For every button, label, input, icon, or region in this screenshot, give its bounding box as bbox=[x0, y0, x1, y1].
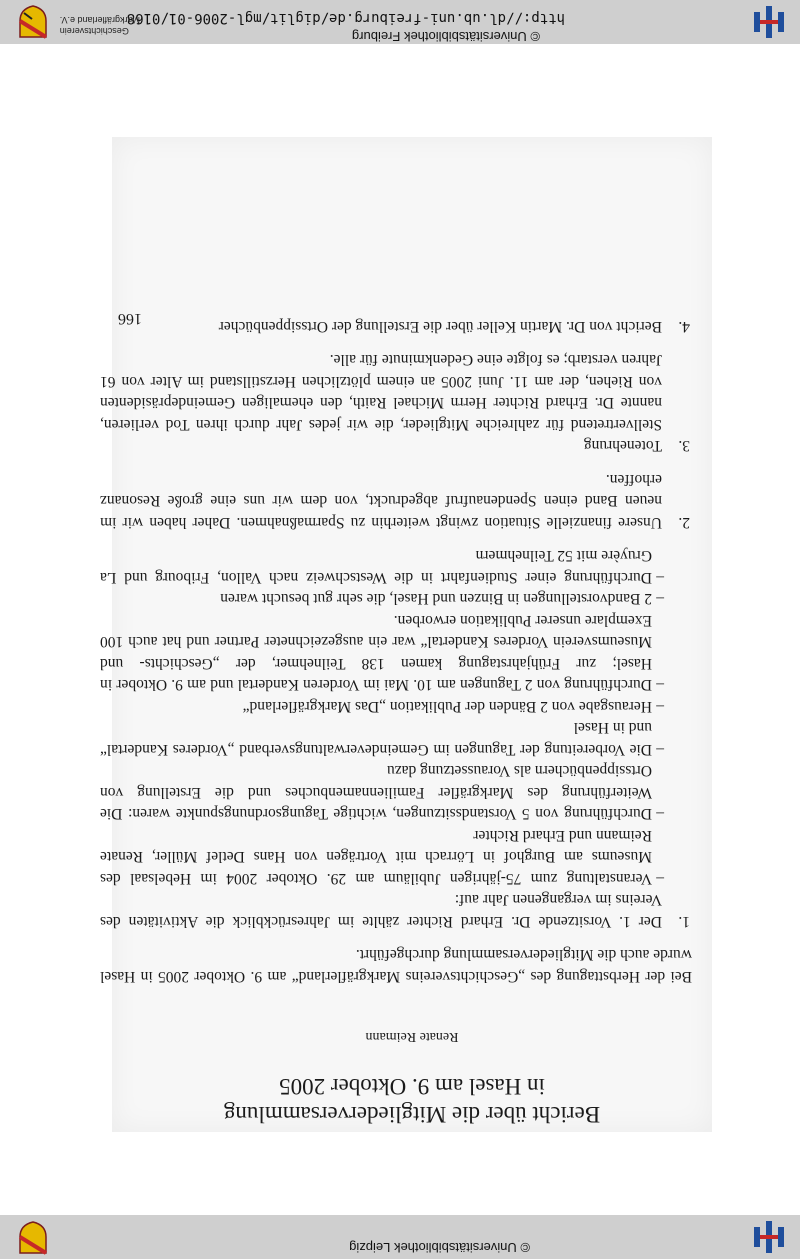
university-library-logo-icon bbox=[750, 4, 788, 40]
item-number: 3. bbox=[678, 437, 690, 455]
footer-url-link[interactable]: http://dl.ub.uni-freiburg.de/diglit/mgl-2006-01/0168 bbox=[126, 10, 565, 26]
header-band bbox=[0, 1215, 800, 1259]
item-number: 1. bbox=[678, 913, 690, 930]
header-text: © Universitätsbibliothek Leipzig bbox=[349, 1240, 530, 1255]
page-number: 166 bbox=[118, 310, 142, 327]
item-text: Bericht von Dr. Martin Keller über die Erstellung der Ortssippenbücher bbox=[218, 318, 662, 335]
bullet-item: – Die Vorbereitung der Tagungen im Gemeindeverwaltungsverband „Vorderes Kandertal“ und in Hasel bbox=[100, 717, 662, 760]
title-line-2: in Hasel am 9. Oktober 2005 bbox=[279, 1074, 545, 1099]
list-item bbox=[100, 349, 692, 457]
footer-band bbox=[0, 0, 800, 44]
list-item bbox=[100, 469, 692, 534]
intro-paragraph: Bei der Herbsttagung des „Geschichtsvereins Markgräflerland“ am 9. Oktober 2005 in Hasel wurde auch die Mitgliederversammlung durchgeführt. bbox=[100, 946, 692, 985]
bullet-item: – Veranstaltung zum 75-jährigen Jubiläum am 29. Oktober 2004 im Hebelsaal des Museums am Burghof in Lörrach mit Vorträgen von Hans Detlef Müller, Renate Reimann und Erhard Richter bbox=[100, 825, 662, 890]
bullet-item: – Herausgabe von 2 Bänden der Publikation „Das Markgräflerland“ bbox=[100, 696, 662, 718]
university-library-logo-icon bbox=[750, 1219, 788, 1255]
list-item bbox=[100, 316, 692, 338]
author-name: Renate Reimann bbox=[365, 1029, 459, 1044]
item-text: Der 1. Vorsitzende Dr. Erhard Richter zählte im Jahresrückblick die Aktivitäten des Vereins im vergangenen Jahr auf: bbox=[100, 891, 662, 930]
item-number: 4. bbox=[678, 318, 690, 335]
org-line-2: Markgräflerland e.V. bbox=[59, 15, 140, 25]
title-line-1: Bericht über die Mitgliederversammlung bbox=[223, 1102, 601, 1127]
item-text: Stellvertretend für zahlreiche Mitglieder, die wir jedes Jahr durch ihren Tod verlieren, nannte Dr. Erhard Richter Herrn Michael Raith, den ehemaligen Gemeindepräsidenten von Riehen, der am 11. Juni 2005 an einem plötzlichen Herzstillstand im Alter von 61 Jahren verstarb; es folgte eine Gedenkminute für alle. bbox=[100, 351, 662, 433]
bullet-item: – Durchführung von 2 Tagungen am 10. Mai im Vorderen Kandertal und am 9. Oktober in Hasel; zur Frühjahrstagung kamen 138 Teilnehmer, der „Geschichts- und Museumsverein Vorderes Kandertal“ war ein ausgezeichneter Partner und hat auch 100 Exemplare unserer Publikation erworben. bbox=[100, 610, 662, 696]
society-crest-icon bbox=[18, 1221, 48, 1255]
bullet-item: – Durchführung einer Studienfahrt in die Westschweiz nach Vallon, Fribourg und La Gruyère mit 52 Teilnehmern bbox=[100, 545, 662, 588]
list-item bbox=[100, 545, 692, 932]
footer-organization bbox=[60, 14, 140, 36]
org-line-1: Geschichtsverein bbox=[59, 26, 129, 36]
item-text: Unsere finanzielle Situation zwingt weiterhin zu Sparmaßnahmen. Daher haben wir im neuen Band einen Spendenaufruf abgedruckt, von dem wir uns eine große Resonanz erhoffen. bbox=[100, 471, 662, 531]
scanned-page bbox=[100, 137, 712, 1132]
item-heading: Totenehrung bbox=[583, 437, 662, 455]
society-crest-icon bbox=[18, 5, 48, 39]
bullet-item: – Durchführung von 5 Vorstandssitzungen, wichtige Tagungsordnungspunkte waren: Die Weiterführung des Markgräfler Familiennamenbuches und die Erstellung von Ortssippenbüchern als Voraussetzung dazu bbox=[100, 760, 662, 825]
article-title bbox=[112, 1072, 712, 1128]
bullet-item: – 2 Bandvorstellungen in Binzen und Hasel, die sehr gut besucht waren bbox=[100, 588, 662, 610]
footer-copyright: © Universitätsbibliothek Freiburg bbox=[351, 29, 540, 44]
item-number: 2. bbox=[678, 514, 690, 531]
article-body bbox=[100, 304, 692, 988]
